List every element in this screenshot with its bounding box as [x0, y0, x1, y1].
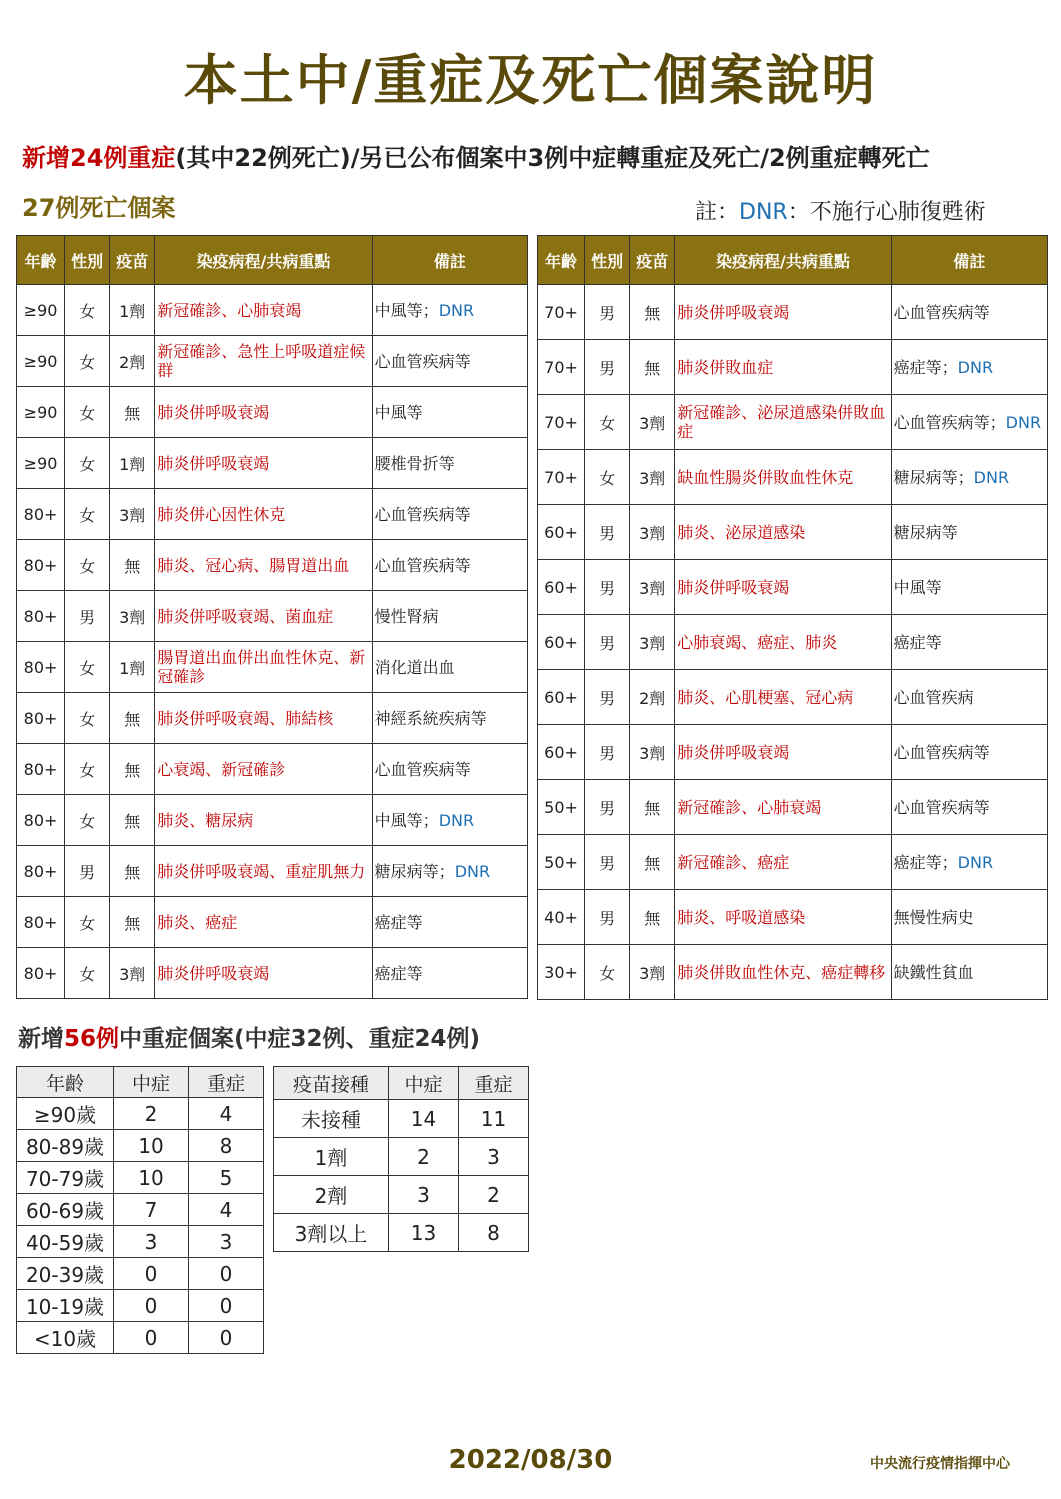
- age-cell: 70+: [538, 340, 585, 395]
- course-cell: 肺炎併呼吸衰竭、菌血症: [155, 591, 372, 642]
- vaccine-cell: 3劑: [630, 450, 675, 505]
- stat-cell: 0: [189, 1258, 264, 1290]
- age-cell: 80+: [17, 795, 65, 846]
- death-case-row: [17, 489, 528, 540]
- vaccine-cell: 無: [110, 744, 155, 795]
- age-cell: 60+: [538, 725, 585, 780]
- sex-cell: 女: [65, 285, 110, 336]
- sex-cell: 男: [585, 560, 630, 615]
- sex-cell: 男: [585, 615, 630, 670]
- remark-cell: [372, 744, 527, 795]
- column-header: 中症: [114, 1067, 189, 1098]
- remark-cell: [891, 285, 1047, 340]
- remark-cell: [891, 725, 1047, 780]
- stat-cell: 未接種: [274, 1100, 389, 1138]
- death-table-header: [538, 236, 1048, 285]
- column-header: 疫苗: [630, 236, 675, 285]
- course-cell: 腸胃道出血併出血性休克、新冠確診: [155, 642, 372, 693]
- remark-cell: [891, 780, 1047, 835]
- remark-cell: [891, 615, 1047, 670]
- column-header: 染疫病程/共病重點: [675, 236, 891, 285]
- stat-cell: <10歲: [17, 1322, 114, 1354]
- new-cases-count: 56例: [64, 1026, 120, 1052]
- death-case-row: [538, 340, 1048, 395]
- age-cell: 50+: [538, 835, 585, 890]
- age-row: [17, 1290, 264, 1322]
- course-cell: 新冠確診、癌症: [675, 835, 891, 890]
- report-date: 2022/08/30: [448, 1445, 613, 1475]
- remark-cell: [891, 560, 1047, 615]
- note-dnr: DNR: [739, 200, 788, 225]
- vaccine-cell: 3劑: [630, 560, 675, 615]
- dnr-tag: DNR: [438, 810, 475, 830]
- death-case-row: [17, 948, 528, 999]
- remark-text: 糖尿病等；: [893, 467, 974, 487]
- page-title: 本土中/重症及死亡個案說明: [183, 49, 878, 112]
- remark-cell: [372, 948, 527, 999]
- remark-cell: [891, 340, 1047, 395]
- death-case-row: [538, 285, 1048, 340]
- death-case-row: [538, 780, 1048, 835]
- sex-cell: 男: [585, 725, 630, 780]
- age-cell: 70+: [538, 285, 585, 340]
- stat-cell: 60-69歲: [17, 1194, 114, 1226]
- column-header: 備註: [372, 236, 527, 285]
- age-row: [17, 1162, 264, 1194]
- vaccine-cell: 無: [110, 693, 155, 744]
- age-cell: 60+: [538, 505, 585, 560]
- death-case-row: [538, 670, 1048, 725]
- course-cell: 肺炎併呼吸衰竭、肺結核: [155, 693, 372, 744]
- sex-cell: 女: [65, 387, 110, 438]
- remark-cell: [891, 395, 1047, 450]
- death-case-row: [538, 505, 1048, 560]
- column-header: 中症: [389, 1067, 459, 1100]
- vaccine-cell: 3劑: [630, 505, 675, 560]
- stat-cell: 0: [189, 1322, 264, 1354]
- age-row: [17, 1322, 264, 1354]
- stat-cell: 7: [114, 1194, 189, 1226]
- remark-text: 心血管疾病等: [374, 759, 471, 779]
- column-header: 性別: [585, 236, 630, 285]
- vaccine-cell: 無: [110, 540, 155, 591]
- course-cell: 肺炎併敗血性休克、癌症轉移: [675, 945, 891, 1000]
- remark-cell: [372, 336, 527, 387]
- age-cell: 80+: [17, 744, 65, 795]
- course-cell: 心衰竭、新冠確診: [155, 744, 372, 795]
- death-case-row: [17, 897, 528, 948]
- death-table-right: [537, 235, 1048, 1000]
- sex-cell: 男: [585, 890, 630, 945]
- death-case-row: [17, 387, 528, 438]
- dnr-tag: DNR: [957, 357, 994, 377]
- new-cases-suffix: 中重症個案(中症32例、重症24例): [119, 1026, 481, 1052]
- vaccine-cell: 1劑: [110, 285, 155, 336]
- sex-cell: 男: [65, 846, 110, 897]
- death-case-row: [17, 693, 528, 744]
- age-cell: 80+: [17, 693, 65, 744]
- vaccine-cell: 無: [630, 340, 675, 395]
- column-header: 疫苗: [110, 236, 155, 285]
- sex-cell: 女: [65, 642, 110, 693]
- age-row: [17, 1226, 264, 1258]
- death-case-row: [538, 725, 1048, 780]
- age-row: [17, 1098, 264, 1130]
- age-cell: ≥90: [17, 336, 65, 387]
- vaccine-cell: 1劑: [110, 642, 155, 693]
- remark-text: 癌症等: [374, 963, 423, 983]
- death-table-header: [17, 236, 528, 285]
- new-cases-prefix: 新增: [18, 1026, 64, 1052]
- vaccine-cell: 無: [630, 890, 675, 945]
- remark-text: 糖尿病等: [893, 522, 958, 542]
- age-cell: 60+: [538, 670, 585, 725]
- remark-text: 癌症等: [374, 912, 423, 932]
- vaccine-cell: 3劑: [630, 395, 675, 450]
- remark-text: 中風等: [374, 402, 423, 422]
- sex-cell: 女: [65, 948, 110, 999]
- death-case-row: [17, 591, 528, 642]
- stat-cell: 10: [114, 1130, 189, 1162]
- vaccine-row: [274, 1138, 529, 1176]
- stat-cell: 0: [114, 1322, 189, 1354]
- death-case-row: [17, 744, 528, 795]
- stat-cell: 70-79歲: [17, 1162, 114, 1194]
- course-cell: 肺炎併呼吸衰竭、重症肌無力: [155, 846, 372, 897]
- stat-cell: 1劑: [274, 1138, 389, 1176]
- vaccine-stats-table: [273, 1066, 529, 1252]
- remark-cell: [372, 897, 527, 948]
- vaccine-cell: 2劑: [110, 336, 155, 387]
- vaccine-cell: 無: [110, 897, 155, 948]
- vaccine-cell: 無: [630, 780, 675, 835]
- new-cases-title: [18, 1020, 480, 1053]
- age-cell: 50+: [538, 780, 585, 835]
- remark-cell: [891, 670, 1047, 725]
- stat-cell: 3: [389, 1176, 459, 1214]
- column-header: 年齡: [538, 236, 585, 285]
- death-section-label: 27例死亡個案: [22, 194, 176, 222]
- course-cell: 肺炎、糖尿病: [155, 795, 372, 846]
- sex-cell: 女: [65, 438, 110, 489]
- age-stats-table: [16, 1066, 264, 1354]
- stat-cell: 40-59歲: [17, 1226, 114, 1258]
- remark-text: 消化道出血: [374, 657, 455, 677]
- age-cell: 60+: [538, 560, 585, 615]
- vaccine-cell: 無: [110, 795, 155, 846]
- remark-cell: [891, 450, 1047, 505]
- age-cell: 80+: [17, 948, 65, 999]
- sex-cell: 男: [585, 835, 630, 890]
- remark-cell: [372, 438, 527, 489]
- stat-cell: 0: [114, 1258, 189, 1290]
- age-row: [17, 1258, 264, 1290]
- remark-cell: [891, 835, 1047, 890]
- age-row: [17, 1194, 264, 1226]
- course-cell: 肺炎併呼吸衰竭: [155, 438, 372, 489]
- vaccine-row: [274, 1100, 529, 1138]
- sex-cell: 女: [585, 395, 630, 450]
- remark-text: 心血管疾病等: [374, 351, 471, 371]
- death-case-row: [538, 835, 1048, 890]
- stat-cell: 11: [459, 1100, 529, 1138]
- stat-cell: 2劑: [274, 1176, 389, 1214]
- course-cell: 肺炎併呼吸衰竭: [675, 725, 891, 780]
- remark-cell: [372, 540, 527, 591]
- stat-cell: 8: [459, 1214, 529, 1252]
- stat-cell: ≥90歲: [17, 1098, 114, 1130]
- dnr-tag: DNR: [454, 861, 491, 881]
- sex-cell: 女: [65, 795, 110, 846]
- remark-text: 中風等；: [374, 810, 439, 830]
- death-case-row: [17, 285, 528, 336]
- vaccine-cell: 1劑: [110, 438, 155, 489]
- stat-cell: 8: [189, 1130, 264, 1162]
- subtitle-rest: (其中22例死亡)/另已公布個案中3例中症轉重症及死亡/2例重症轉死亡: [175, 144, 930, 172]
- death-case-row: [17, 795, 528, 846]
- stat-cell: 3: [114, 1226, 189, 1258]
- vaccine-table-header: [274, 1067, 529, 1100]
- stat-cell: 2: [389, 1138, 459, 1176]
- sex-cell: 女: [585, 945, 630, 1000]
- age-cell: ≥90: [17, 438, 65, 489]
- remark-cell: [372, 489, 527, 540]
- vaccine-cell: 2劑: [630, 670, 675, 725]
- age-cell: ≥90: [17, 387, 65, 438]
- age-cell: 70+: [538, 450, 585, 505]
- age-cell: 80+: [17, 489, 65, 540]
- death-case-row: [17, 642, 528, 693]
- remark-cell: [372, 591, 527, 642]
- dnr-tag: DNR: [957, 852, 994, 872]
- organization-name: 中央流行疫情指揮中心: [870, 1456, 1010, 1472]
- remark-text: 心血管疾病: [893, 687, 974, 707]
- dnr-tag: DNR: [973, 467, 1010, 487]
- death-case-row: [17, 438, 528, 489]
- remark-cell: [372, 285, 527, 336]
- stat-cell: 80-89歲: [17, 1130, 114, 1162]
- death-case-row: [538, 615, 1048, 670]
- remark-text: 心血管疾病等；: [893, 412, 1006, 432]
- remark-text: 糖尿病等；: [374, 861, 455, 881]
- death-case-row: [17, 540, 528, 591]
- course-cell: 肺炎、泌尿道感染: [675, 505, 891, 560]
- sex-cell: 男: [585, 780, 630, 835]
- vaccine-cell: 3劑: [110, 591, 155, 642]
- remark-text: 無慢性病史: [893, 907, 974, 927]
- course-cell: 肺炎併敗血症: [675, 340, 891, 395]
- sex-cell: 男: [585, 670, 630, 725]
- vaccine-row: [274, 1176, 529, 1214]
- course-cell: 缺血性腸炎併敗血性休克: [675, 450, 891, 505]
- remark-text: 中風等；: [374, 300, 439, 320]
- sex-cell: 男: [585, 505, 630, 560]
- remark-cell: [372, 387, 527, 438]
- stat-cell: 3: [189, 1226, 264, 1258]
- remark-text: 慢性腎病: [374, 606, 439, 626]
- age-cell: ≥90: [17, 285, 65, 336]
- age-cell: 80+: [17, 897, 65, 948]
- column-header: 重症: [189, 1067, 264, 1098]
- age-cell: 40+: [538, 890, 585, 945]
- dnr-tag: DNR: [1005, 412, 1042, 432]
- remark-text: 心血管疾病等: [893, 742, 990, 762]
- column-header: 備註: [891, 236, 1047, 285]
- subtitle: [22, 138, 1052, 173]
- course-cell: 肺炎、癌症: [155, 897, 372, 948]
- sex-cell: 女: [585, 450, 630, 505]
- course-cell: 新冠確診、心肺衰竭: [675, 780, 891, 835]
- remark-text: 心血管疾病等: [893, 797, 990, 817]
- vaccine-cell: 無: [630, 835, 675, 890]
- death-case-row: [17, 846, 528, 897]
- column-header: 年齡: [17, 1067, 114, 1098]
- stat-cell: 2: [459, 1176, 529, 1214]
- stat-cell: 13: [389, 1214, 459, 1252]
- stat-cell: 14: [389, 1100, 459, 1138]
- stat-cell: 5: [189, 1162, 264, 1194]
- remark-cell: [891, 505, 1047, 560]
- remark-text: 神經系統疾病等: [374, 708, 487, 728]
- column-header: 年齡: [17, 236, 65, 285]
- subtitle-highlight: 新增24例重症: [22, 144, 176, 172]
- remark-cell: [372, 693, 527, 744]
- note-prefix: 註：: [695, 200, 740, 225]
- vaccine-cell: 無: [630, 285, 675, 340]
- vaccine-cell: 無: [110, 846, 155, 897]
- vaccine-cell: 無: [110, 387, 155, 438]
- stat-cell: 2: [114, 1098, 189, 1130]
- vaccine-cell: 3劑: [110, 948, 155, 999]
- sex-cell: 男: [585, 340, 630, 395]
- column-header: 疫苗接種: [274, 1067, 389, 1100]
- course-cell: 肺炎併呼吸衰竭: [155, 948, 372, 999]
- column-header: 重症: [459, 1067, 529, 1100]
- sex-cell: 女: [65, 489, 110, 540]
- remark-text: 癌症等；: [893, 357, 958, 377]
- remark-cell: [891, 945, 1047, 1000]
- remark-text: 癌症等: [893, 632, 942, 652]
- death-case-row: [17, 336, 528, 387]
- stat-cell: 20-39歲: [17, 1258, 114, 1290]
- stat-cell: 10: [114, 1162, 189, 1194]
- course-cell: 肺炎、冠心病、腸胃道出血: [155, 540, 372, 591]
- age-cell: 80+: [17, 540, 65, 591]
- sex-cell: 女: [65, 693, 110, 744]
- note-suffix: ：不施行心肺復甦術: [787, 200, 986, 225]
- stat-cell: 0: [189, 1290, 264, 1322]
- age-cell: 60+: [538, 615, 585, 670]
- course-cell: 肺炎、呼吸道感染: [675, 890, 891, 945]
- remark-cell: [372, 642, 527, 693]
- age-cell: 80+: [17, 591, 65, 642]
- course-cell: 新冠確診、急性上呼吸道症候群: [155, 336, 372, 387]
- course-cell: 肺炎併呼吸衰竭: [675, 560, 891, 615]
- remark-text: 中風等: [893, 577, 942, 597]
- remark-cell: [891, 890, 1047, 945]
- sex-cell: 女: [65, 744, 110, 795]
- death-case-row: [538, 560, 1048, 615]
- vaccine-row: [274, 1214, 529, 1252]
- stat-cell: 10-19歲: [17, 1290, 114, 1322]
- sex-cell: 女: [65, 897, 110, 948]
- vaccine-cell: 3劑: [630, 615, 675, 670]
- remark-text: 心血管疾病等: [374, 504, 471, 524]
- remark-text: 腰椎骨折等: [374, 453, 455, 473]
- age-cell: 80+: [17, 642, 65, 693]
- age-cell: 80+: [17, 846, 65, 897]
- death-table-left: [16, 235, 528, 999]
- sex-cell: 男: [585, 285, 630, 340]
- vaccine-cell: 3劑: [630, 945, 675, 1000]
- column-header: 染疫病程/共病重點: [155, 236, 372, 285]
- sex-cell: 男: [65, 591, 110, 642]
- stat-cell: 3: [459, 1138, 529, 1176]
- death-case-row: [538, 450, 1048, 505]
- course-cell: 新冠確診、心肺衰竭: [155, 285, 372, 336]
- remark-text: 心血管疾病等: [893, 302, 990, 322]
- stat-cell: 4: [189, 1098, 264, 1130]
- remark-cell: [372, 846, 527, 897]
- course-cell: 肺炎併呼吸衰竭: [155, 387, 372, 438]
- death-case-row: [538, 395, 1048, 450]
- course-cell: 新冠確診、泌尿道感染併敗血症: [675, 395, 891, 450]
- age-cell: 70+: [538, 395, 585, 450]
- sex-cell: 女: [65, 336, 110, 387]
- sex-cell: 女: [65, 540, 110, 591]
- remark-text: 缺鐵性貧血: [893, 962, 974, 982]
- death-case-row: [538, 890, 1048, 945]
- course-cell: 肺炎併心因性休克: [155, 489, 372, 540]
- death-case-row: [538, 945, 1048, 1000]
- course-cell: 心肺衰竭、癌症、肺炎: [675, 615, 891, 670]
- column-header: 性別: [65, 236, 110, 285]
- remark-text: 心血管疾病等: [374, 555, 471, 575]
- stat-cell: 0: [114, 1290, 189, 1322]
- dnr-tag: DNR: [438, 300, 475, 320]
- age-cell: 30+: [538, 945, 585, 1000]
- course-cell: 肺炎併呼吸衰竭: [675, 285, 891, 340]
- age-row: [17, 1130, 264, 1162]
- remark-text: 癌症等；: [893, 852, 958, 872]
- vaccine-cell: 3劑: [110, 489, 155, 540]
- stat-cell: 3劑以上: [274, 1214, 389, 1252]
- vaccine-cell: 3劑: [630, 725, 675, 780]
- course-cell: 肺炎、心肌梗塞、冠心病: [675, 670, 891, 725]
- dnr-note: [695, 195, 986, 226]
- remark-cell: [372, 795, 527, 846]
- age-table-header: [17, 1067, 264, 1098]
- stat-cell: 4: [189, 1194, 264, 1226]
